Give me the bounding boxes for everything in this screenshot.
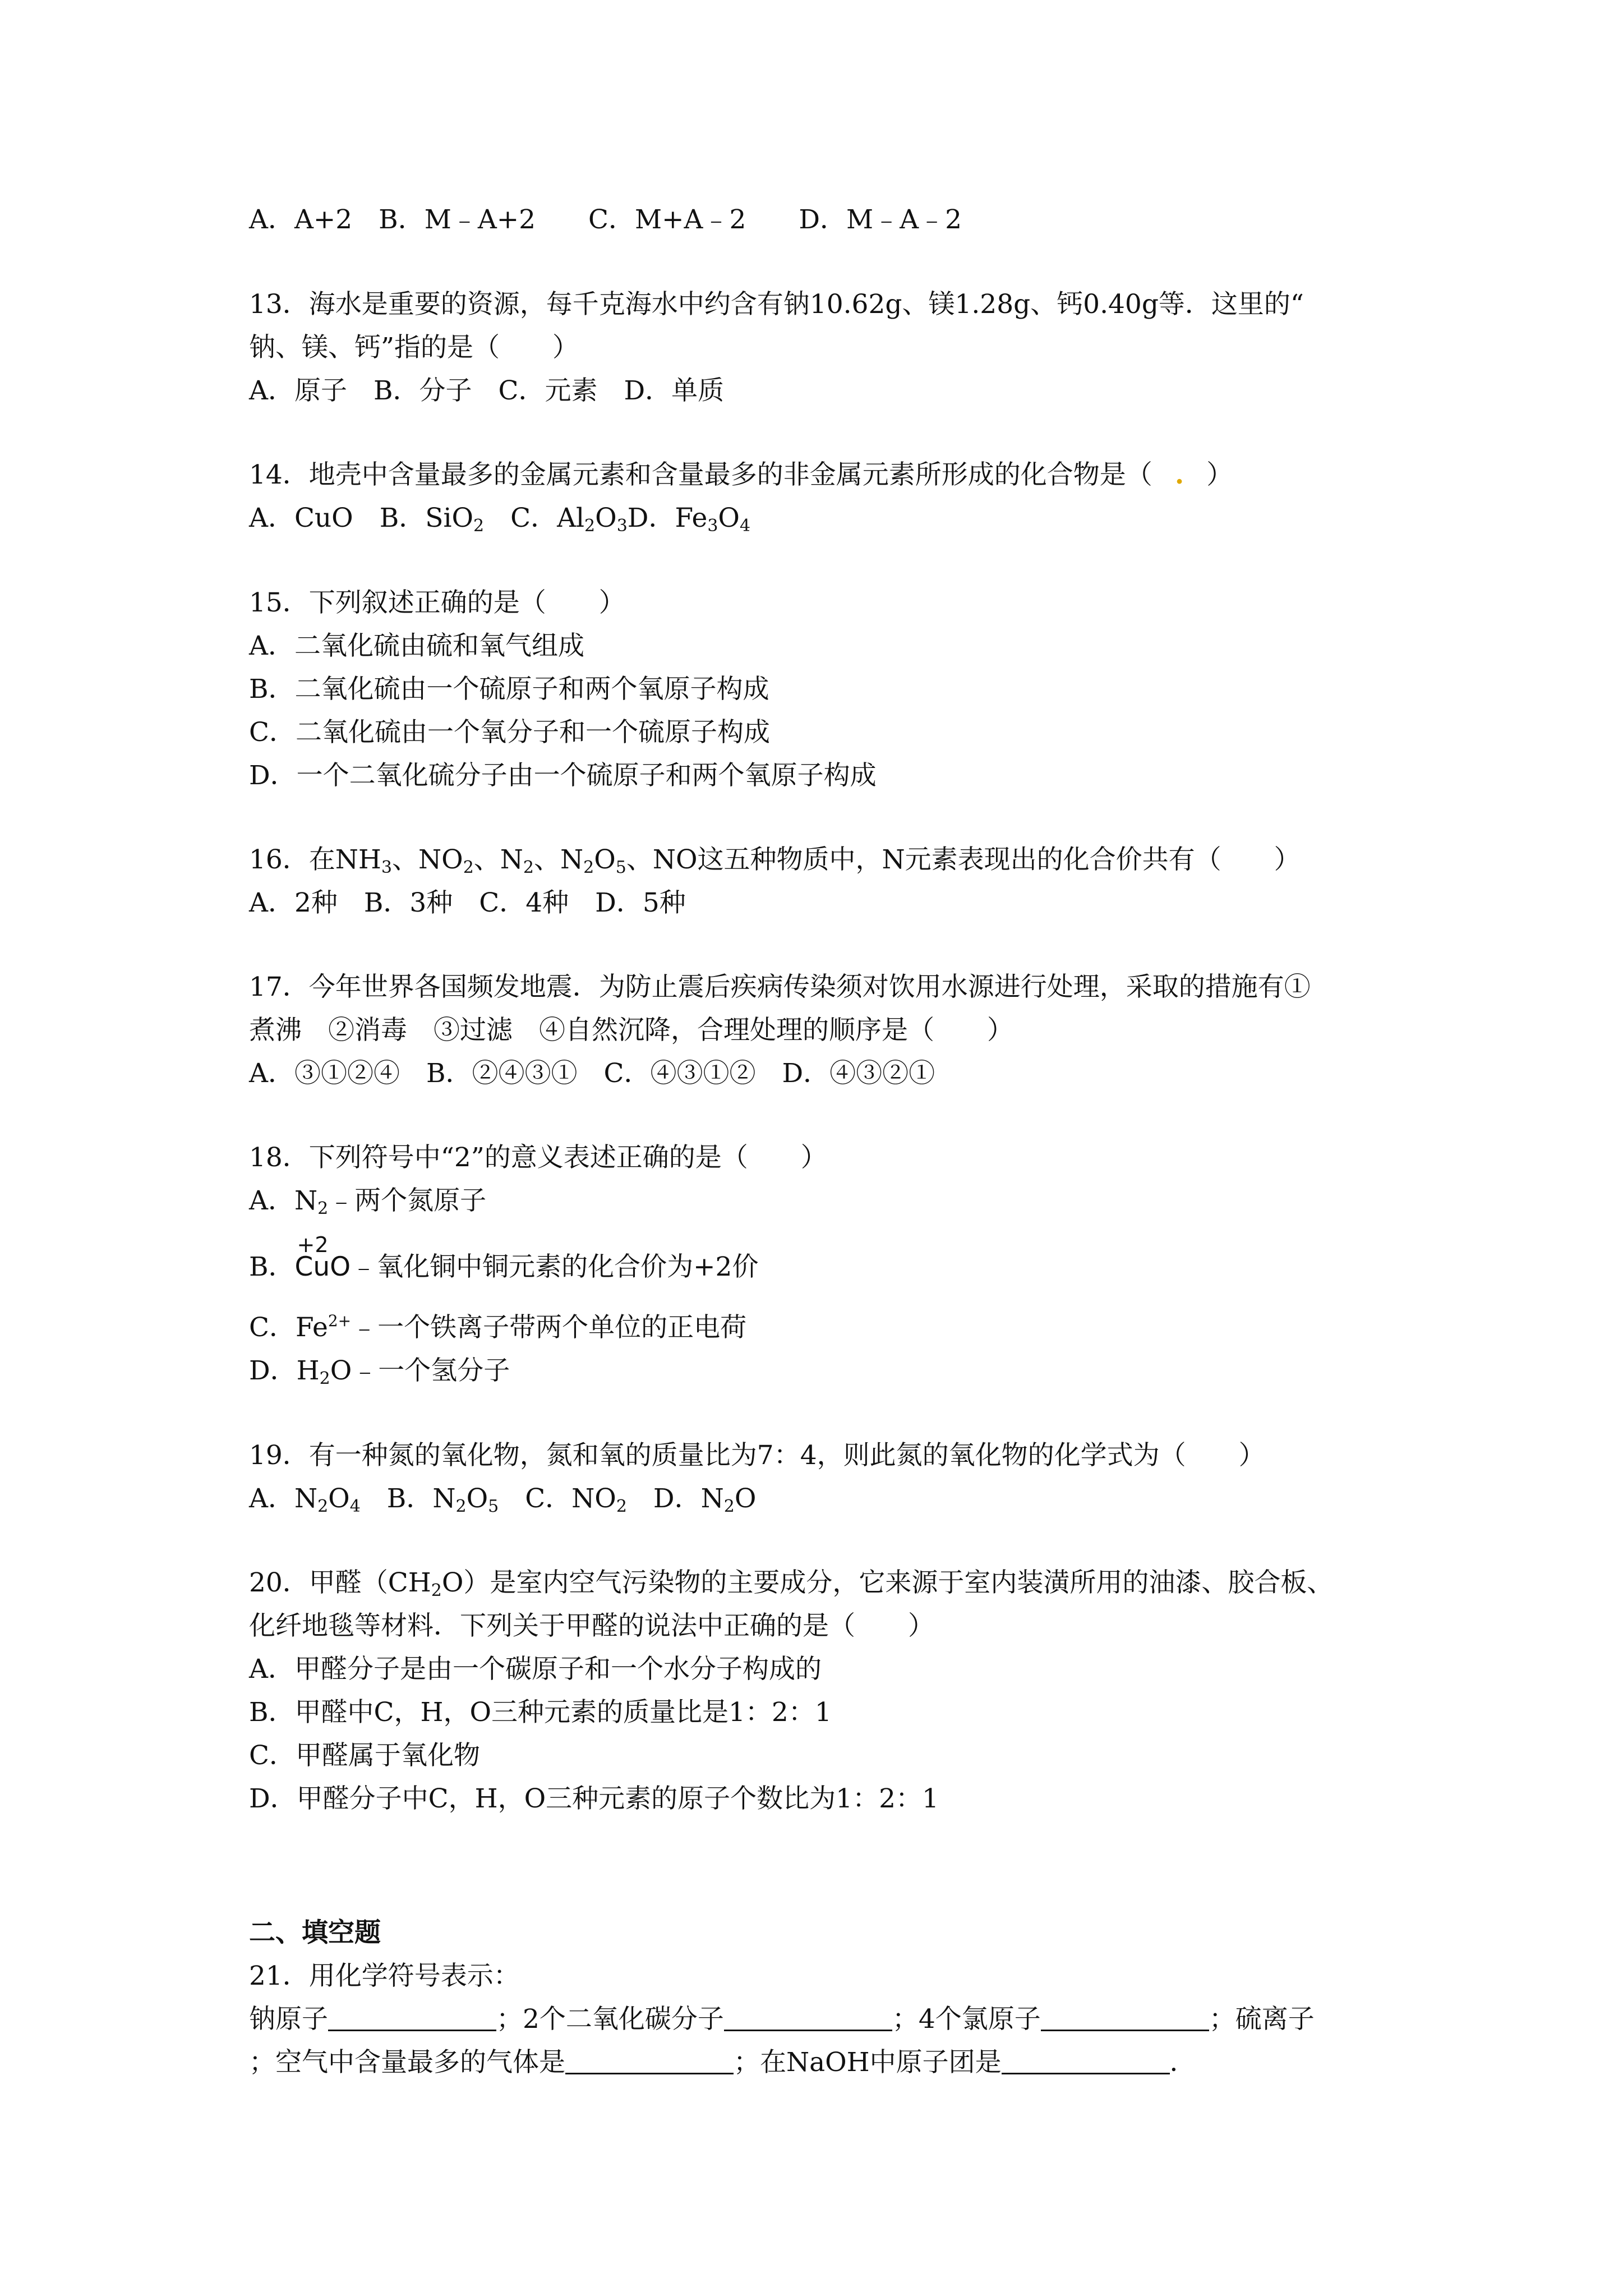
q14-opt-d-o: O bbox=[718, 503, 740, 533]
q21-stem: 21．用化学符号表示： bbox=[249, 1961, 520, 1991]
valence-mark: +2 bbox=[297, 1232, 329, 1257]
q20-text: ）是室内空气污染物的主要成分，它来源于室内装潢所用的油漆、胶合板、 bbox=[463, 1567, 1334, 1598]
q14-opt-ab: A．CuO B．SiO bbox=[249, 503, 474, 533]
subscript: 3 bbox=[616, 516, 628, 536]
q20-stem-line2: 化纤地毯等材料．下列关于甲醛的说法中正确的是（ ） bbox=[249, 1611, 934, 1641]
answer-blank[interactable] bbox=[1002, 2047, 1170, 2074]
subscript: 5 bbox=[615, 858, 626, 877]
q15-stem: 15．下列叙述正确的是（ ） bbox=[249, 587, 625, 618]
subscript: 2 bbox=[317, 1497, 329, 1516]
q12-options: A．A+2 B．M﹣A+2 C．M+A﹣2 D．M﹣A﹣2 bbox=[249, 204, 962, 235]
cuo-valence-formula bbox=[294, 1232, 351, 1284]
answer-blank[interactable] bbox=[1041, 2004, 1209, 2031]
q20-option-d: D．甲醛分子中C，H，O三种元素的原子个数比为1：2：1 bbox=[249, 1783, 939, 1814]
q13-options: A．原子 B．分子 C．元素 D．单质 bbox=[249, 375, 725, 406]
cuo-text: CuO bbox=[294, 1251, 351, 1282]
q20-text: 20．甲醛（CH bbox=[249, 1567, 431, 1598]
subscript: 2 bbox=[431, 1581, 442, 1600]
q14-stem bbox=[249, 458, 1233, 492]
subscript: 4 bbox=[739, 516, 751, 536]
q18-option-b bbox=[249, 1232, 759, 1284]
answer-blank[interactable] bbox=[724, 2004, 892, 2031]
q16-text: 、NO这五种物质中，N元素表现出的化合价共有（ ） bbox=[626, 844, 1301, 875]
q15-option-c: C．二氧化硫由一个氧分子和一个硫原子构成 bbox=[249, 717, 770, 748]
subscript: 3 bbox=[707, 516, 718, 536]
q18-c-text: ﹣一个铁离子带两个单位的正电荷 bbox=[351, 1312, 747, 1343]
q17-stem-line2: 煮沸 ②消毒 ③过滤 ④自然沉降，合理处理的顺序是（ ） bbox=[249, 1015, 1013, 1046]
q21-text: ；在NaOH中原子团是 bbox=[734, 2047, 1002, 2078]
q21-line2 bbox=[249, 2046, 1196, 2079]
subscript: 5 bbox=[488, 1497, 499, 1516]
q14-close-paren: ） bbox=[1206, 459, 1233, 490]
superscript: 2+ bbox=[328, 1312, 352, 1330]
q16-stem bbox=[249, 843, 1301, 877]
subscript: 2 bbox=[723, 1497, 735, 1516]
q18-d-text: ﹣一个氢分子 bbox=[352, 1355, 510, 1386]
q17-stem-line1: 17．今年世界各国频发地震．为防止震后疾病传染须对饮用水源进行处理，采取的措施有① bbox=[249, 972, 1311, 1002]
q21-text: ；2个二氧化碳分子 bbox=[496, 2004, 724, 2035]
q18-option-c bbox=[249, 1311, 746, 1345]
q18-b-text: ﹣氧化铜中铜元素的化合价为+2价 bbox=[351, 1251, 759, 1282]
q21-line1 bbox=[249, 2003, 1315, 2036]
q16-text: 、N bbox=[534, 844, 584, 875]
q15-option-b: B．二氧化硫由一个硫原子和两个氧原子构成 bbox=[249, 674, 769, 705]
q16-text: O bbox=[594, 844, 616, 875]
q14-opt-c: C．Al bbox=[484, 503, 585, 533]
q16-text: 、N bbox=[473, 844, 523, 875]
q14-dot-mark: . bbox=[1174, 459, 1184, 490]
subscript: 2 bbox=[319, 1369, 330, 1388]
subscript: 2 bbox=[317, 1199, 329, 1218]
subscript: 2 bbox=[523, 858, 534, 877]
q14-opt-d: D．Fe bbox=[627, 503, 708, 533]
q18-a-text: A．N bbox=[249, 1185, 318, 1216]
subscript: 3 bbox=[381, 858, 393, 877]
q21-text: 钠原子 bbox=[249, 2004, 328, 2035]
subscript: 2 bbox=[616, 1497, 627, 1516]
q19-text: O bbox=[328, 1483, 350, 1514]
q19-text: B．N bbox=[360, 1483, 456, 1514]
q19-text: A．N bbox=[249, 1483, 318, 1514]
q15-option-a: A．二氧化硫由硫和氧气组成 bbox=[249, 631, 584, 661]
q18-b-text: B． bbox=[249, 1251, 295, 1282]
q16-text: 16．在NH bbox=[249, 844, 381, 875]
q14-opt-c-o: O bbox=[595, 503, 617, 533]
q18-option-d bbox=[249, 1354, 510, 1388]
subscript: 2 bbox=[473, 516, 485, 536]
q21-text: ． bbox=[1169, 2047, 1196, 2078]
q19-text: C．NO bbox=[499, 1483, 616, 1514]
subscript: 2 bbox=[583, 858, 594, 877]
q19-options bbox=[249, 1482, 756, 1516]
q21-text: ；空气中含量最多的气体是 bbox=[249, 2047, 565, 2078]
subscript: 2 bbox=[455, 1497, 467, 1516]
subscript: 2 bbox=[463, 858, 474, 877]
q19-stem: 19．有一种氮的氧化物，氮和氧的质量比为7：4，则此氮的氧化物的化学式为（ ） bbox=[249, 1440, 1265, 1471]
q20-option-b: B．甲醛中C，H，O三种元素的质量比是1：2：1 bbox=[249, 1697, 832, 1728]
answer-blank[interactable] bbox=[328, 2004, 496, 2031]
subscript: 2 bbox=[584, 516, 596, 536]
q16-options: A．2种 B．3种 C．4种 D．5种 bbox=[249, 887, 686, 918]
q19-text: O bbox=[734, 1483, 757, 1514]
q21-text: ；4个氯原子 bbox=[892, 2004, 1041, 2035]
answer-blank[interactable] bbox=[565, 2047, 734, 2074]
q19-text: D．N bbox=[626, 1483, 724, 1514]
q17-options: A．③①②④ B．②④③① C．④③①② D．④③②① bbox=[249, 1058, 935, 1089]
section-heading-fill-blank: 二、填空题 bbox=[249, 1917, 381, 1948]
q14-options bbox=[249, 501, 750, 535]
q19-text: O bbox=[466, 1483, 488, 1514]
q20-option-a: A．甲醛分子是由一个碳原子和一个水分子构成的 bbox=[249, 1654, 822, 1685]
q18-c-text: C．Fe bbox=[249, 1312, 328, 1343]
q18-option-a bbox=[249, 1184, 486, 1218]
q21-text: ；硫离子 bbox=[1209, 2004, 1315, 2035]
q14-text: 14．地壳中含量最多的金属元素和含量最多的非金属元素所形成的化合物是（ bbox=[249, 459, 1152, 490]
q13-stem-line2: 钠、镁、钙”指的是（ ） bbox=[249, 332, 579, 363]
q18-d-text: O bbox=[330, 1355, 352, 1386]
q18-a-text: ﹣两个氮原子 bbox=[328, 1185, 487, 1216]
q18-stem: 18．下列符号中“2”的意义表述正确的是（ ） bbox=[249, 1142, 827, 1173]
q20-option-c: C．甲醛属于氧化物 bbox=[249, 1740, 480, 1771]
q15-option-d: D．一个二氧化硫分子由一个硫原子和两个氧原子构成 bbox=[249, 760, 877, 791]
q18-d-text: D．H bbox=[249, 1355, 320, 1386]
subscript: 4 bbox=[349, 1497, 361, 1516]
q20-text: O bbox=[441, 1567, 464, 1598]
q13-stem-line1: 13．海水是重要的资源，每千克海水中约含有钠10.62g、镁1.28g、钙0.40g等．这里的“ bbox=[249, 289, 1304, 320]
q16-text: 、NO bbox=[392, 844, 463, 875]
q20-stem-line1 bbox=[249, 1566, 1333, 1600]
